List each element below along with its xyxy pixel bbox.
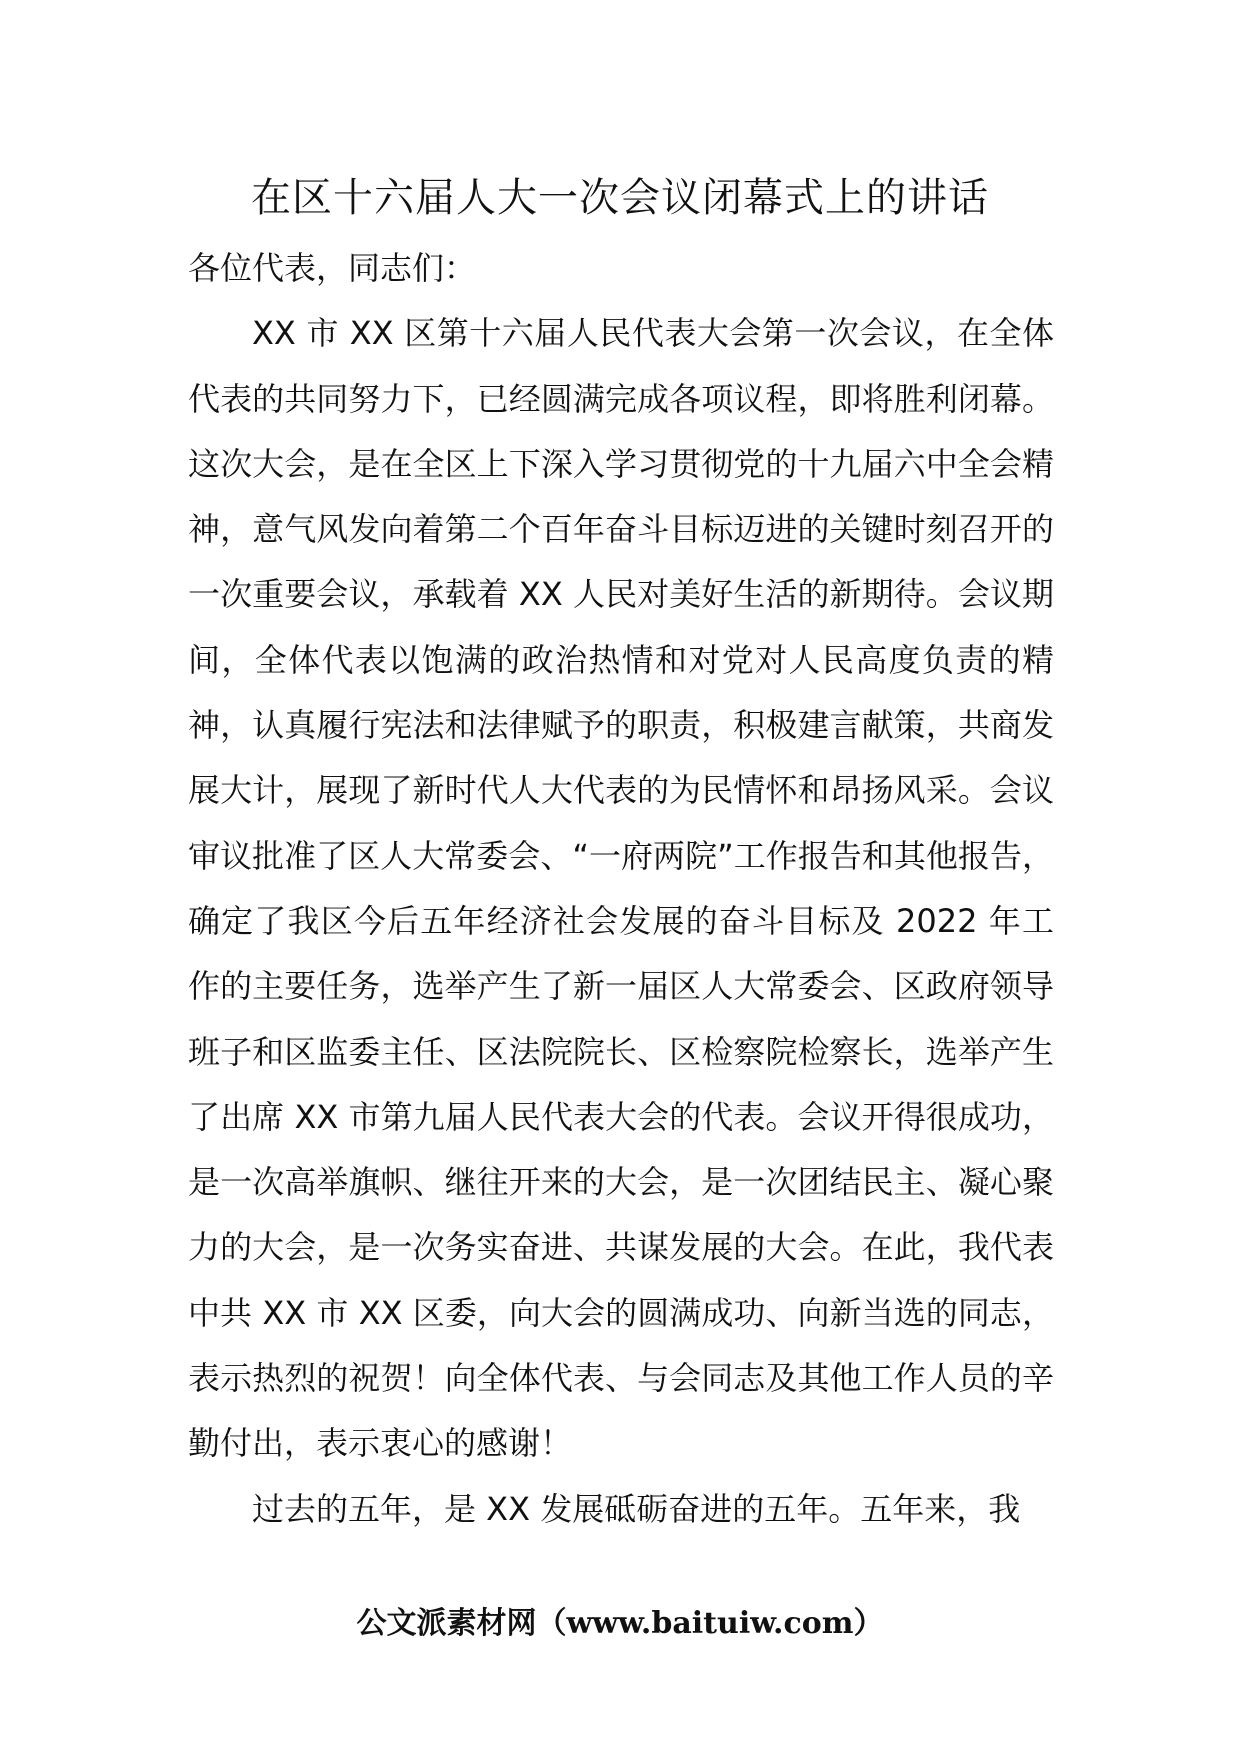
paragraph-2: 过去的五年，是 XX 发展砥砺奋进的五年。五年来，我 xyxy=(252,1489,1021,1528)
salutation: 各位代表，同志们： xyxy=(188,249,477,287)
document-title: 在区十六届人大一次会议闭幕式上的讲话 xyxy=(251,175,989,221)
document-body xyxy=(188,236,1054,1542)
footer-watermark: 公文派素材网（www.baituiw.com） xyxy=(356,1606,884,1641)
paragraph-1: XX 市 XX 区第十六届人民代表大会第一次会议，在全体代表的共同努力下，已经圆满完成各项议程，即将胜利闭幕。这次大会，是在全区上下深入学习贯彻党的十九届六中全会精神，意气风发向着第二个百年奋斗目标迈进的关键时刻召开的一次重要会议，承载着 XX 人民对美好生活的新期待。会议期间，全体代表以饱满的政治热情和对党对人民高度负责的精神，认真履行宪法和法律赋予的职责，积极建言献策，共商发展大计，展现了新时代人大代表的为民情怀和昂扬风采。会议审议批准了区人大常委会、“一府两院”工作报告和其他报告，确定了我区今后五年经济社会发展的奋斗目标及 2022 年工作的主要任务，选举产生了新一届区人大常委会、区政府领导班子和区监委主任、区法院院长、区检察院检察长，选举产生了出席 XX 市第九届人民代表大会的代表。会议开得很成功，是一次高举旗帜、继往开来的大会，是一次团结民主、凝心聚力的大会，是一次务实奋进、共谋发展的大会。在此，我代表中共 XX 市 XX 区委，向大会的圆满成功、向新当选的同志，表示热烈的祝贺！向全体代表、与会同志及其他工作人员的辛勤付出，表示衷心的感谢！ xyxy=(188,314,1054,1463)
